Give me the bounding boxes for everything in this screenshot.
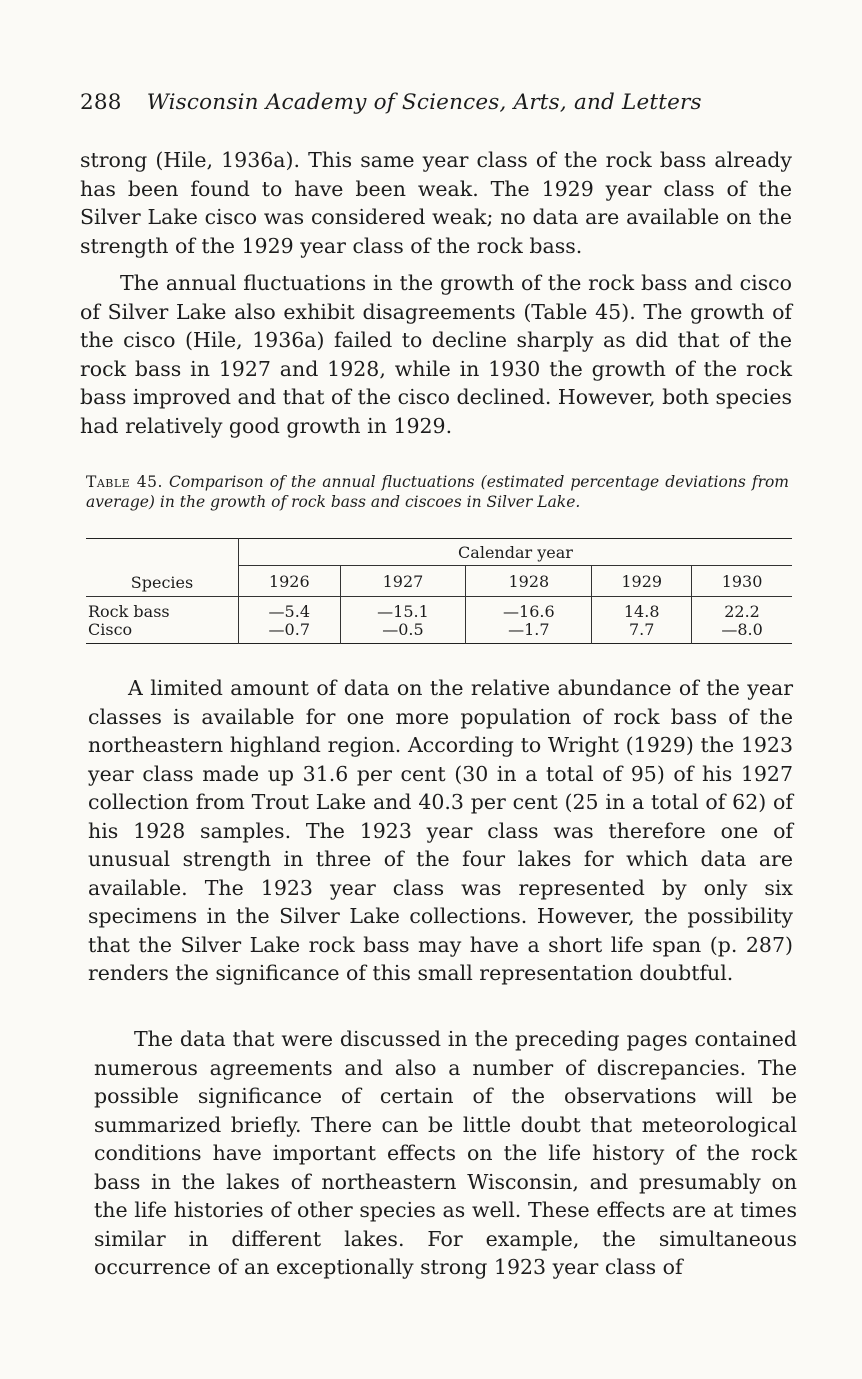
calendar-year-header: Calendar year: [239, 539, 793, 566]
table-cell: —8.0: [692, 621, 792, 644]
paragraph-4: The data that were discussed in the preceding pages contained numerous agreements and also a number of discrepancies. The possible significance of certain of the observations will be summarized briefly. There can be little doubt that meteorological conditions have important effects on the life history of the rock bass in the lakes of northeastern Wisconsin, and presumably on the life histories of other species as well. These effects are at times similar in different lakes. For example, the simultaneous occurrence of an exceptionally strong 1923 year class of: [94, 1027, 797, 1279]
table-cell: —16.6: [466, 597, 592, 622]
table-cell: —0.5: [340, 621, 466, 644]
paragraph-2: The annual fluctuations in the growth of the rock bass and cisco of Silver Lake also exhibit disagreements (Table 45). The growth of the cisco (Hile, 1936a) failed to decline sharply as did that of the rock bass in 1927 and 1928, while in 1930 the growth of the rock bass improved and that of the cisco declined. However, both species had relatively good growth in 1929.: [80, 271, 792, 438]
paragraph-1: strong (Hile, 1936a). This same year class of the rock bass already has been found to have been weak. The 1929 year class of the Silver Lake cisco was considered weak; no data are available on the strength of the 1929 year class of the rock bass.: [80, 148, 792, 258]
table-cell: 22.2: [692, 597, 792, 622]
year-header: 1930: [692, 566, 792, 597]
table-caption: [86, 472, 789, 512]
species-header: Species: [86, 539, 239, 597]
running-header: [80, 90, 800, 115]
table-row: [86, 597, 792, 622]
table-row: [86, 621, 792, 644]
species-name: Rock bass: [88, 602, 170, 621]
year-header: 1927: [340, 566, 466, 597]
table-cell: 14.8: [592, 597, 692, 622]
table-label: Table 45.: [86, 473, 163, 491]
table-cell: 7.7: [592, 621, 692, 644]
table-cell: —0.7: [239, 621, 341, 644]
page-number: 288: [80, 90, 122, 115]
year-header: 1929: [592, 566, 692, 597]
comparison-table: [86, 538, 792, 644]
table-caption-text: Comparison of the annual fluctuations (estimated percentage deviations from average) in the growth of rock bass and ciscoes in Silver Lake.: [86, 473, 790, 511]
table-cell: —5.4: [239, 597, 341, 622]
journal-title: Wisconsin Academy of Sciences, Arts, and Letters: [146, 90, 702, 115]
species-name: Cisco: [88, 620, 133, 639]
table-cell: —1.7: [466, 621, 592, 644]
table-cell: —15.1: [340, 597, 466, 622]
year-header: 1926: [239, 566, 341, 597]
paragraph-3: A limited amount of data on the relative abundance of the year classes is available for one more population of rock bass of the northeastern highland region. According to Wright (1929) the 1923 year class made up 31.6 per cent (30 in a total of 95) of his 1927 collection from Trout Lake and 40.3 per cent (25 in a total of 62) of his 1928 samples. The 1923 year class was therefore one of unusual strength in three of the four lakes for which data are available. The 1923 year class was represented by only six specimens in the Silver Lake collections. However, the possibility that the Silver Lake rock bass may have a short life span (p. 287) renders the significance of this small representation doubtful.: [88, 676, 793, 985]
year-header: 1928: [466, 566, 592, 597]
